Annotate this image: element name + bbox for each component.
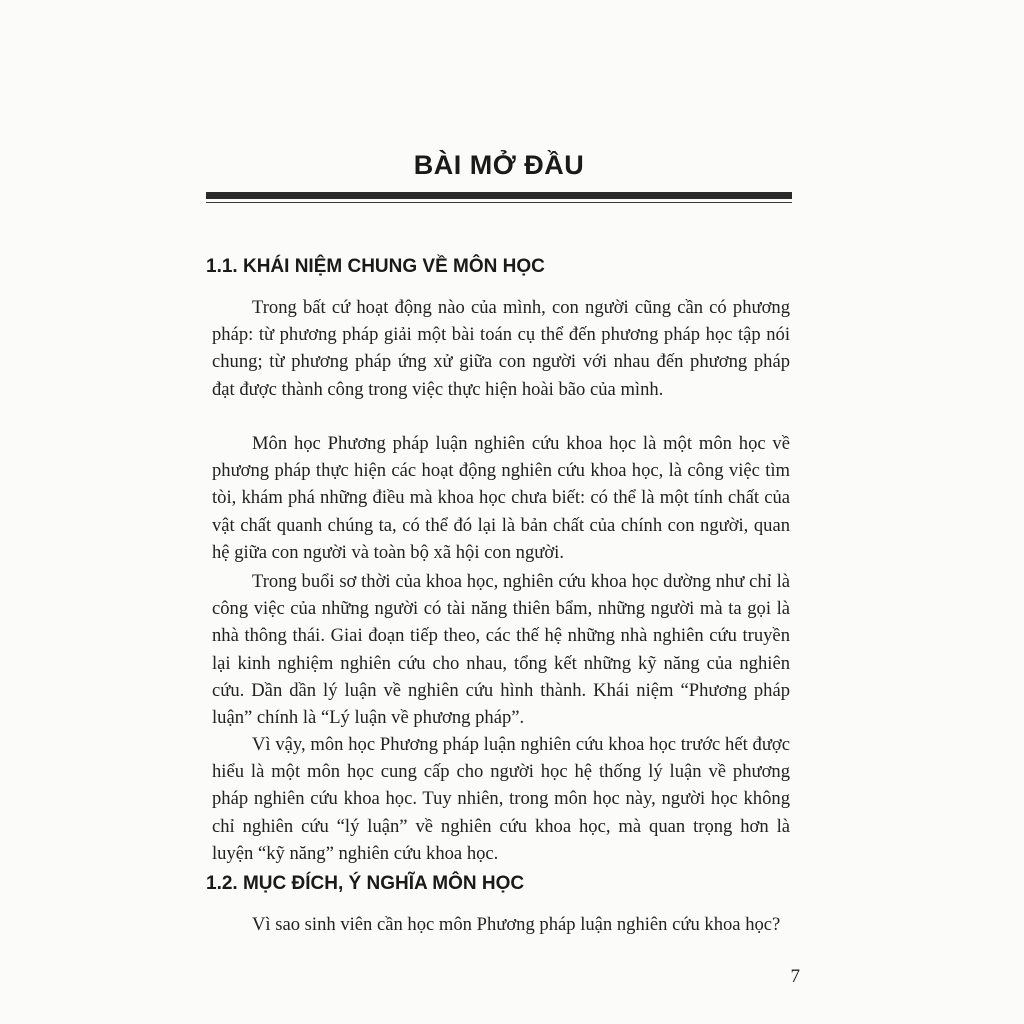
paragraph-3: Trong buổi sơ thời của khoa học, nghiên cứu khoa học dường như chỉ là công việc của những người có tài năng thiên bẩm, những người mà ta gọi là nhà thông thái. Giai đoạn tiếp theo, các thế hệ những nhà nghiên cứu truyền lại kinh nghiệm nghiên cứu cho nhau, tổng kết những kỹ năng của nghiên cứu. Dần dần lý luận về nghiên cứu hình thành. Khái niệm “Phương pháp luận” chính là “Lý luận về phương pháp”. [212,571,790,729]
paragraph-4: Vì vậy, môn học Phương pháp luận nghiên cứu khoa học trước hết được hiểu là một môn học cung cấp cho người học hệ thống lý luận về phương pháp nghiên cứu khoa học. Tuy nhiên, trong môn học này, người học không chỉ nghiên cứu “lý luận” về nghiên cứu khoa học, mà quan trọng hơn là luyện “kỹ năng” nghiên cứu khoa học. [212,734,790,864]
chapter-title: BÀI MỞ ĐẦU [413,150,585,180]
paragraph-2: Môn học Phương pháp luận nghiên cứu khoa học là một môn học về phương pháp thực hiện các hoạt động nghiên cứu khoa học, là công việc tìm tòi, khám phá những điều mà khoa học chưa biết: có thể là một tính chất của vật chất quanh chúng ta, có thể đó lại là bản chất của chính con người, quan hệ giữa con người và toàn bộ xã hội con người. [212,433,790,563]
section-heading-1-2: 1.2. MỤC ĐÍCH, Ý NGHĨA MÔN HỌC [206,873,525,894]
title-rule-thick [206,192,792,199]
section-heading-1-1: 1.1. KHÁI NIỆM CHUNG VỀ MÔN HỌC [206,256,545,277]
title-rule-thin [206,202,792,203]
page-number: 7 [790,966,800,987]
paragraph-1: Trong bất cứ hoạt động nào của mình, con người cũng cần có phương pháp: từ phương pháp giải một bài toán cụ thể đến phương pháp học tập nói chung; từ phương pháp ứng xử giữa con người với nhau đến phương pháp đạt được thành công trong việc thực hiện hoài bão của mình. [212,297,790,400]
paragraph-5: Vì sao sinh viên cần học môn Phương pháp luận nghiên cứu khoa học? [252,914,781,935]
